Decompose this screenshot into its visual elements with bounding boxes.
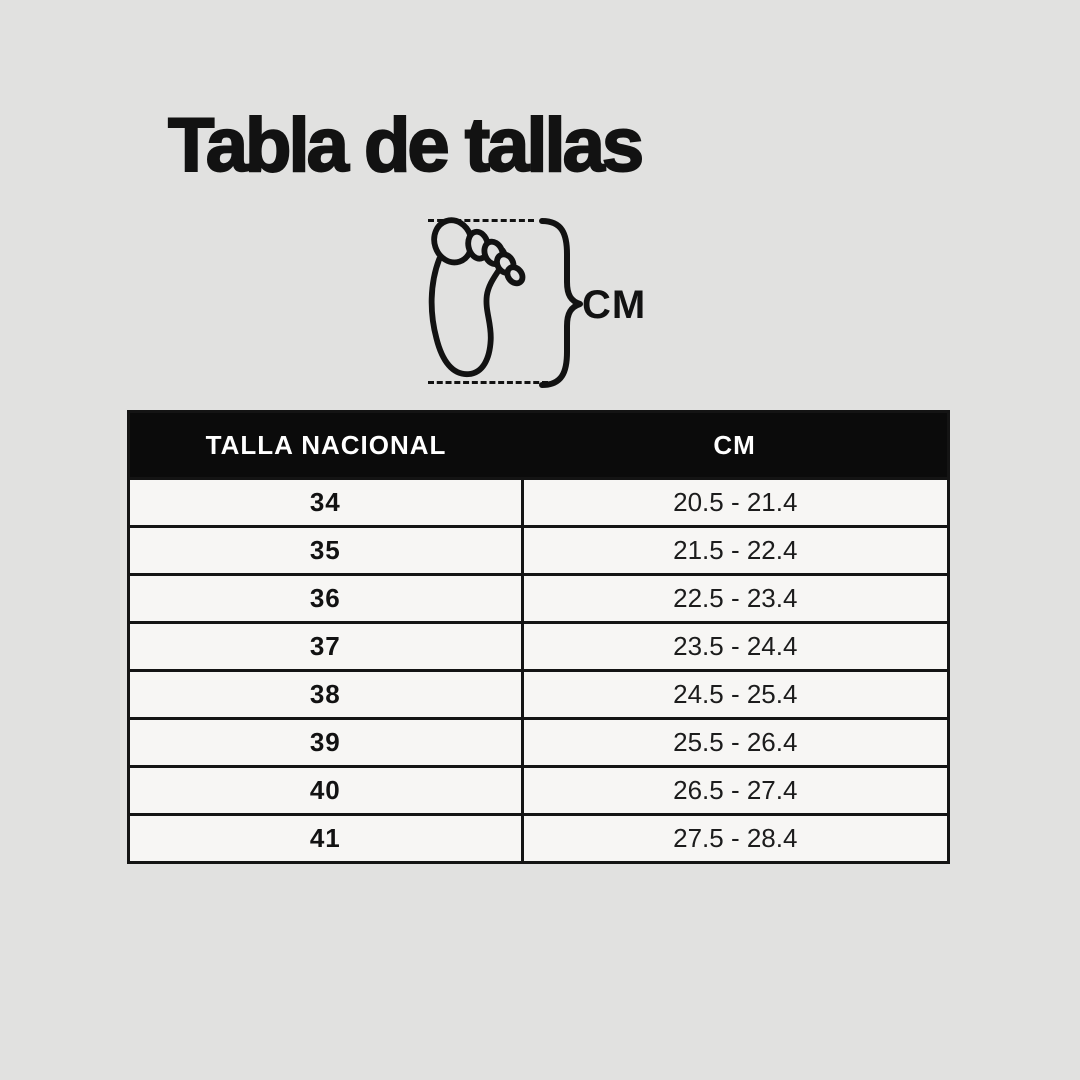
- cm-range-cell: 22.5 - 23.4: [522, 575, 948, 623]
- column-header-talla-nacional: TALLA NACIONAL: [129, 412, 523, 479]
- unit-label: CM: [582, 283, 647, 327]
- size-table-container: [127, 410, 950, 864]
- size-cell: 40: [129, 767, 523, 815]
- footprint-icon: [418, 213, 544, 385]
- cm-range-cell: 25.5 - 26.4: [522, 719, 948, 767]
- size-cell: 39: [129, 719, 523, 767]
- size-cell: 34: [129, 479, 523, 527]
- table-row: [129, 671, 949, 719]
- size-cell: 35: [129, 527, 523, 575]
- cm-range-cell: 20.5 - 21.4: [522, 479, 948, 527]
- size-cell: 36: [129, 575, 523, 623]
- cm-range-cell: 21.5 - 22.4: [522, 527, 948, 575]
- foot-measure-diagram: [410, 205, 710, 400]
- table-row: [129, 575, 949, 623]
- cm-range-cell: 24.5 - 25.4: [522, 671, 948, 719]
- size-cell: 37: [129, 623, 523, 671]
- cm-range-cell: 27.5 - 28.4: [522, 815, 948, 863]
- size-cell: 41: [129, 815, 523, 863]
- table-row: [129, 479, 949, 527]
- size-table-header: [129, 412, 949, 479]
- curly-brace-icon: [536, 217, 584, 389]
- size-table: [127, 410, 950, 864]
- table-row: [129, 623, 949, 671]
- table-row: [129, 527, 949, 575]
- cm-range-cell: 26.5 - 27.4: [522, 767, 948, 815]
- table-row: [129, 719, 949, 767]
- table-row: [129, 767, 949, 815]
- column-header-cm: CM: [522, 412, 948, 479]
- table-row: [129, 815, 949, 863]
- size-table-body: [129, 479, 949, 863]
- header-row: [129, 412, 949, 479]
- size-cell: 38: [129, 671, 523, 719]
- cm-range-cell: 23.5 - 24.4: [522, 623, 948, 671]
- page-title: Tabla de tallas: [168, 103, 642, 188]
